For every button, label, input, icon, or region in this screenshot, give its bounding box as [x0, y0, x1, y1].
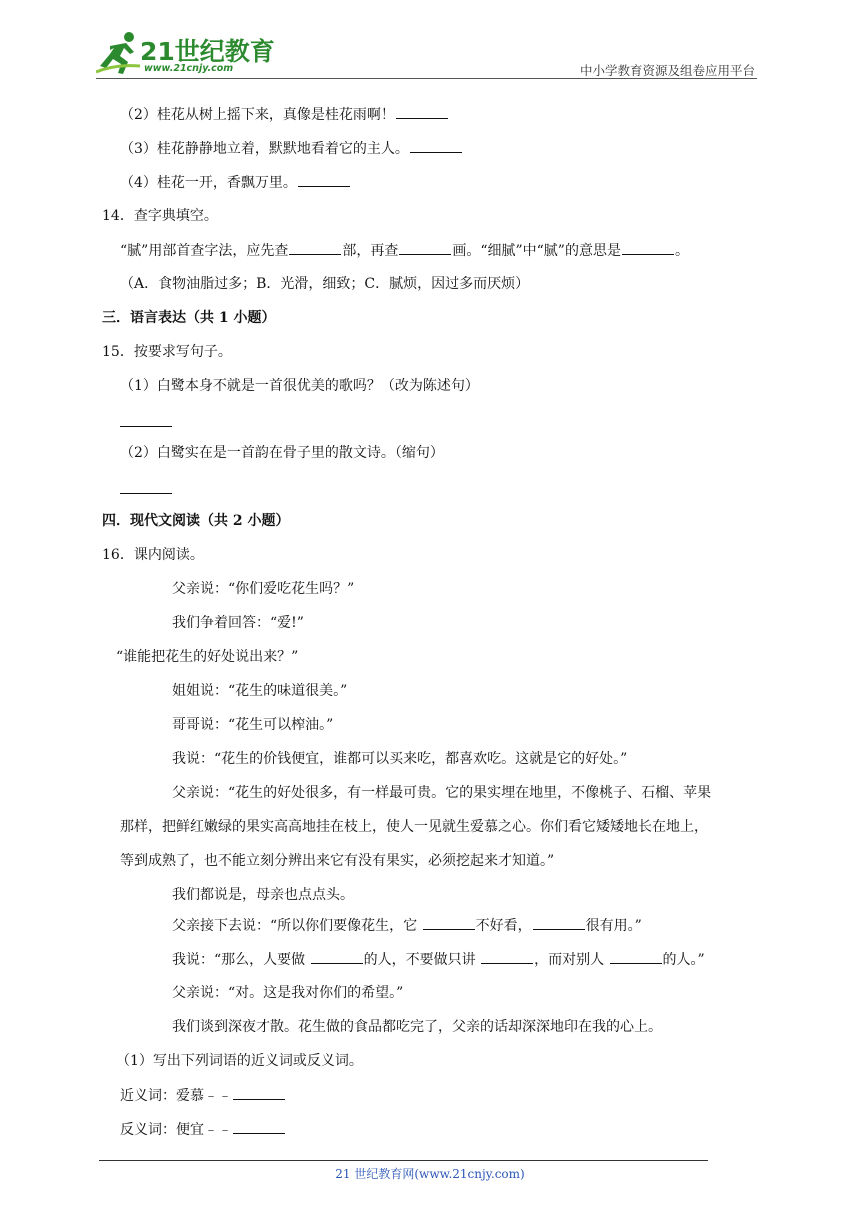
q13-item-4: （4）桂花一开，香飘万里。 — [120, 172, 351, 193]
passage-line: 父亲说：“对。这是我对你们的希望。” — [172, 985, 404, 1001]
q16-title: 16．课内阅读。 — [102, 547, 204, 563]
q14-sentence: “腻”用部首查字法，应先查 部，再查 画。“细腻”中“腻”的意思是 。 — [120, 240, 689, 261]
answer-blank — [233, 1085, 285, 1100]
passage-line: 姐姐说：“花生的味道很美。” — [172, 683, 348, 699]
q13-item-3: （3）桂花静静地立着，默默地看着它的主人。 — [120, 138, 463, 159]
logo-url: www.21cnjy.com — [144, 63, 234, 74]
q14-title: 14．查字典填空。 — [102, 208, 218, 224]
passage-line: 哥哥说：“花生可以榨油。” — [172, 717, 334, 733]
section-heading-4: 四．现代文阅读（共 2 小题） — [102, 513, 290, 529]
footer-text: 21 世纪教育网(www.21cnjy.com) — [335, 1167, 525, 1181]
passage-line: 那样，把鲜红嫩绿的果实高高地挂在枝上，使人一见就生爱慕之心。你们看它矮矮地长在地上， — [120, 819, 708, 835]
header-divider — [96, 78, 757, 79]
passage-line: 父亲说：“你们爱吃花生吗？” — [172, 581, 355, 597]
q16-subquestion-1: （1）写出下列词语的近义词或反义词。 — [116, 1053, 363, 1069]
answer-blank — [120, 492, 172, 494]
passage-line-with-blanks: 父亲接下去说：“所以你们要像花生，它 不好看， 很有用。” — [172, 915, 642, 936]
platform-name: 中小学教育资源及组卷应用平台 — [579, 63, 755, 78]
passage-line: “谁能把花生的好处说出来？” — [116, 649, 299, 665]
answer-blank — [410, 138, 462, 153]
answer-blank — [289, 240, 341, 255]
passage-line: 我们谈到深夜才散。花生做的食品都吃完了，父亲的话却深深地印在我的心上。 — [172, 1019, 662, 1035]
answer-blank — [311, 949, 363, 964]
answer-blank — [120, 425, 172, 427]
q13-item-2: （2）桂花从树上摇下来，真像是桂花雨啊！ — [120, 104, 449, 125]
q15-item-1: （1）白鹭本身不就是一首很优美的歌吗？（改为陈述句） — [120, 378, 479, 394]
logo — [96, 28, 275, 78]
section-heading-3: 三．语言表达（共 1 小题） — [102, 310, 276, 326]
passage-line: 我们争着回答：“爱!” — [172, 615, 304, 631]
antonym-line: 反义词：便宜﹣﹣ — [120, 1119, 286, 1140]
answer-blank — [622, 240, 674, 255]
passage-line-with-blanks: 我说：“那么，人要做 的人，不要做只讲 ，而对别人 的人。” — [172, 949, 705, 970]
passage-line: 等到成熟了，也不能立刻分辨出来它有没有果实，必须挖起来才知道。” — [120, 853, 555, 869]
answer-blank — [481, 949, 533, 964]
synonym-line: 近义词：爱慕﹣﹣ — [120, 1085, 286, 1106]
passage-line: 我说：“花生的价钱便宜，谁都可以买来吃，都喜欢吃。这就是它的好处。” — [172, 751, 628, 767]
page-header — [0, 0, 860, 80]
answer-blank — [298, 172, 350, 187]
answer-blank — [423, 915, 475, 930]
answer-blank — [396, 104, 448, 119]
q15-title: 15．按要求写句子。 — [102, 344, 232, 360]
passage-line: 父亲说：“花生的好处很多，有一样最可贵。它的果实埋在地里，不像桃子、石榴、苹果 — [172, 785, 712, 801]
passage-line: 我们都说是，母亲也点点头。 — [172, 887, 354, 903]
answer-blank — [533, 915, 585, 930]
footer-divider — [99, 1160, 708, 1161]
q14-options: （A．食物油脂过多；B．光滑，细致；C．腻烦，因过多而厌烦） — [120, 276, 530, 292]
answer-blank — [610, 949, 662, 964]
logo-text: 21世纪教育 — [140, 37, 275, 66]
runner-logo-icon — [96, 28, 142, 76]
answer-blank — [399, 240, 451, 255]
q15-item-2: （2）白鹭实在是一首韵在骨子里的散文诗。（缩句） — [120, 445, 444, 461]
answer-blank — [233, 1119, 285, 1134]
